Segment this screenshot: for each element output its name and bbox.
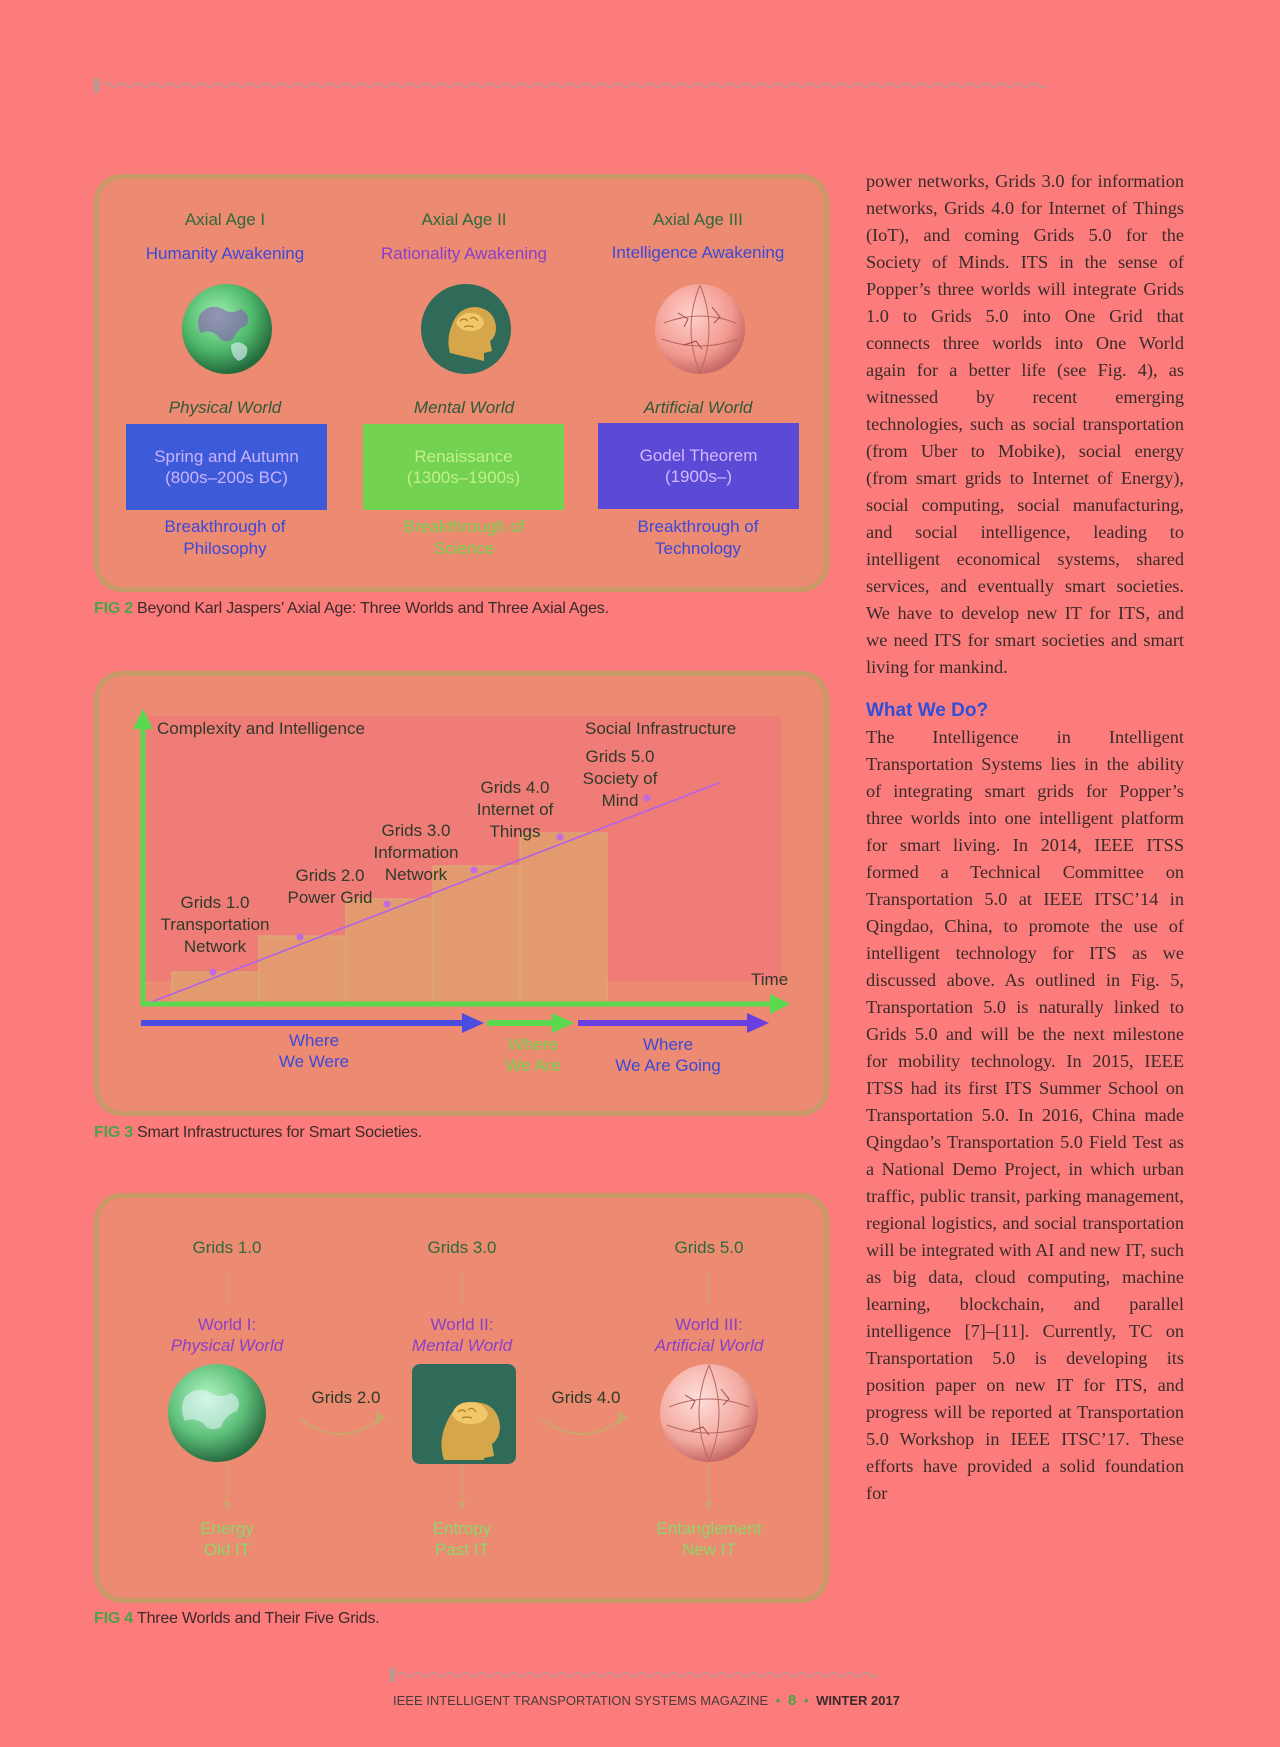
fig3-step1-l3: Network — [183, 937, 247, 956]
fig3-arrow-past-head — [462, 1013, 484, 1033]
fig4-world1-l1: World I: — [197, 1315, 257, 1334]
brain-head-icon — [412, 1364, 516, 1464]
fig3-step5-l2: Society of — [582, 769, 658, 788]
fig2-box2-line2: (1300s–1900s) — [406, 468, 521, 487]
fig2-box2-line1: Renaissance — [414, 447, 513, 466]
map-globe-icon — [659, 1363, 759, 1463]
fig4-bottom2-l1: Entropy — [432, 1519, 492, 1538]
fig2-box3-line2: (1900s–) — [664, 467, 733, 486]
fig4-caption-label: FIG 4 — [94, 1610, 134, 1627]
fig2-break2-line2: Science — [433, 539, 495, 558]
fig3-arrow2-l2: We Are — [505, 1056, 561, 1075]
fig2-break3-line2: Technology — [654, 539, 741, 558]
fig2-awakening-2: Rationality Awakening — [380, 244, 547, 263]
fig2-box1-line1: Spring and Autumn — [154, 447, 299, 466]
fig2-age-1: Axial Age I — [184, 210, 266, 229]
fig3-step-label-4 — [455, 777, 575, 843]
fig3-step2-l1: Grids 2.0 — [295, 866, 365, 885]
fig3-step1-l1: Grids 1.0 — [180, 893, 250, 912]
fig3-y-label: Complexity and Intelligence — [157, 719, 365, 738]
fig2-world-1: Physical World — [168, 398, 282, 417]
fig2-caption — [94, 600, 609, 618]
fig3-step2-l2: Power Grid — [287, 888, 373, 907]
footer-wave-rule — [390, 1668, 886, 1682]
footer — [393, 1692, 900, 1709]
fig4-world-label-2 — [382, 1314, 542, 1356]
fig3-arrow1-l2: We Were — [278, 1052, 350, 1071]
fig3-arrow1-l1: Where — [288, 1031, 340, 1050]
fig4-bottom1-l1: Energy — [200, 1519, 254, 1538]
footer-issue: WINTER 2017 — [816, 1693, 900, 1708]
fig2-period-box-2 — [363, 424, 564, 510]
map-globe-icon — [654, 283, 746, 375]
fig2-break1-line1: Breakthrough of — [164, 517, 286, 536]
fig3-arrow-label-future — [588, 1034, 748, 1076]
fig4-world3-l2: Artificial World — [654, 1336, 764, 1355]
fig2-period-box-3 — [598, 423, 799, 509]
fig3-top-right-label: Social Infrastructure — [585, 719, 737, 738]
fig3-trend-point-1 — [210, 969, 217, 976]
fig2-breakthrough-1 — [125, 516, 325, 560]
fig4-bottom3-l1: Entanglement — [656, 1519, 762, 1538]
body-paragraph-2: The Intelligence in Intelligent Transportation Systems lies in the ability of integrating smart grids for Popper’s three worlds into one intelligent platform for smart living. In 2014, IEEE ITSS formed a Technical Committee on Transportation 5.0 at IEEE ITSC’14 in Qingdao, China, to promote the use of intelligent technology for ITS as we discussed above. As outlined in Fig. 5, Transportation 5.0 is naturally linked to Grids 5.0 and will be the next milestone for mobility technology. In 2015, IEEE ITSS had its first ITS Summer School on Transportation 5.0. In 2016, China made Qingdao’s Transportation 5.0 Field Test as a National Demo Project, in which urban traffic, public transit, parking management, regional logistics, and social transportation will be integrated with AI and new IT, such as big data, cloud computing, machine learning, blockchain, and parallel intelligence [7]–[11]. Currently, TC on Transportation 5.0 is developing its position paper on new IT for ITS, and progress will be reported at Transportation 5.0 Workshop in IEEE ITSC’17. These efforts have provided a solid foundation for — [866, 727, 1184, 1503]
fig3-arrow2-l1: Where — [507, 1035, 559, 1054]
fig2-world-3: Artificial World — [643, 398, 753, 417]
fig2-breakthrough-2 — [364, 516, 564, 560]
fig3-arrow3-l2: We Are Going — [615, 1056, 721, 1075]
fig4-caption — [94, 1610, 380, 1628]
fig3-step1-l2: Transportation — [160, 915, 270, 934]
fig3-step-label-1 — [145, 892, 285, 958]
fig2-break2-line1: Breakthrough of — [403, 517, 525, 536]
fig4-bottom-label-3 — [639, 1518, 779, 1560]
fig3-step-bar-3 — [346, 899, 433, 1004]
footer-sep-1: • — [775, 1693, 781, 1708]
fig4-bottom2-l2: Past IT — [435, 1540, 489, 1559]
fig3-x-arrowhead — [770, 994, 790, 1014]
body-column — [866, 168, 1184, 1507]
fig3-step4-l3: Things — [489, 822, 541, 841]
section-heading: What We Do? — [866, 700, 989, 721]
fig3-step-bar-5 — [520, 833, 607, 1004]
fig2-caption-text: Beyond Karl Jaspers’ Axial Age: Three Worlds and Three Axial Ages. — [137, 600, 609, 617]
fig3-x-label: Time — [751, 970, 789, 989]
fig3-trend-point-2 — [297, 934, 304, 941]
fig4-bottom-label-2 — [402, 1518, 522, 1560]
fig3-step-label-5 — [560, 746, 680, 812]
footer-page-number: 8 — [787, 1692, 797, 1709]
fig2-awakening-3: Intelligence Awakening — [611, 243, 785, 262]
earth-globe-icon — [167, 1363, 267, 1463]
fig3-step5-l3: Mind — [601, 791, 639, 810]
fig4-top-label-2: Grids 3.0 — [427, 1238, 497, 1257]
fig3-arrow3-l1: Where — [642, 1035, 694, 1054]
fig3-arrow-future-head — [747, 1013, 769, 1033]
brain-head-icon — [420, 283, 512, 375]
fig4-bottom3-l2: New IT — [682, 1540, 736, 1559]
fig3-step4-l2: Internet of — [476, 800, 554, 819]
fig3-step3-l3: Network — [384, 865, 448, 884]
fig2-caption-label: FIG 2 — [94, 600, 134, 617]
fig3-step3-l1: Grids 3.0 — [381, 821, 451, 840]
body-paragraph-1: power networks, Grids 3.0 for information networks, Grids 4.0 for Internet of Things (IoT), and coming Grids 5.0 for the Society of Minds. ITS in the sense of Popper’s three worlds will integrate Grids 1.0 to Grids 5.0 into One Grid that connects three worlds into One World again for a better life (see Fig. 4), as witnessed by recent emerging technologies, such as social transportation (from Uber to Mobike), social energy (from smart grids to Internet of Energy), social computing, social manufacturing, and social intelligence, leading to intelligent economical systems, shared services, and eventually smart societies. We have to develop new IT for ITS, and we need ITS for smart societies and smart living for mankind. — [866, 171, 1184, 677]
fig4-world3-l1: World III: — [675, 1315, 743, 1334]
fig3-arrow-label-present — [473, 1034, 593, 1076]
fig4-link-label-1: Grids 2.0 — [311, 1388, 381, 1407]
fig2-break3-line1: Breakthrough of — [637, 517, 759, 536]
fig4-link-label-2: Grids 4.0 — [551, 1388, 621, 1407]
fig2-box1-line2: (800s–200s BC) — [165, 468, 288, 487]
fig2-age-3: Axial Age III — [653, 210, 743, 229]
fig4-world2-l2: Mental World — [411, 1336, 513, 1355]
fig4-world-label-3 — [629, 1314, 789, 1356]
fig3-step-bar-4 — [433, 866, 520, 1004]
fig4-top-label-3: Grids 5.0 — [674, 1238, 744, 1257]
footer-magazine: IEEE INTELLIGENT TRANSPORTATION SYSTEMS MAGAZINE — [393, 1693, 769, 1708]
fig3-step5-l1: Grids 5.0 — [585, 747, 655, 766]
fig3-caption — [94, 1124, 422, 1142]
fig4-world1-l2: Physical World — [170, 1336, 284, 1355]
fig3-arrow-label-past — [234, 1030, 394, 1072]
fig4-world-label-1 — [147, 1314, 307, 1356]
fig3-arrow-present-head — [552, 1013, 574, 1033]
fig2-break1-line2: Philosophy — [183, 539, 267, 558]
fig2-age-2: Axial Age II — [421, 210, 507, 229]
fig4-top-label-1: Grids 1.0 — [192, 1238, 262, 1257]
fig2-awakening-1: Humanity Awakening — [145, 244, 305, 263]
earth-globe-icon — [181, 283, 273, 375]
fig2-period-box-1 — [126, 424, 327, 510]
top-wave-rule — [94, 78, 1186, 92]
fig3-step3-l2: Information — [373, 843, 459, 862]
fig3-step4-l1: Grids 4.0 — [480, 778, 550, 797]
fig2-box3-line1: Godel Theorem — [639, 446, 758, 465]
fig2-world-2: Mental World — [413, 398, 515, 417]
footer-sep-2: • — [803, 1693, 809, 1708]
fig3-caption-text: Smart Infrastructures for Smart Societies. — [137, 1124, 423, 1141]
fig4-caption-text: Three Worlds and Their Five Grids. — [137, 1610, 380, 1627]
fig3-caption-label: FIG 3 — [94, 1124, 134, 1141]
fig2-breakthrough-3 — [598, 516, 798, 560]
fig4-bottom1-l2: Old IT — [203, 1540, 251, 1559]
fig4-bottom-label-1 — [167, 1518, 287, 1560]
fig4-world2-l1: World II: — [430, 1315, 494, 1334]
